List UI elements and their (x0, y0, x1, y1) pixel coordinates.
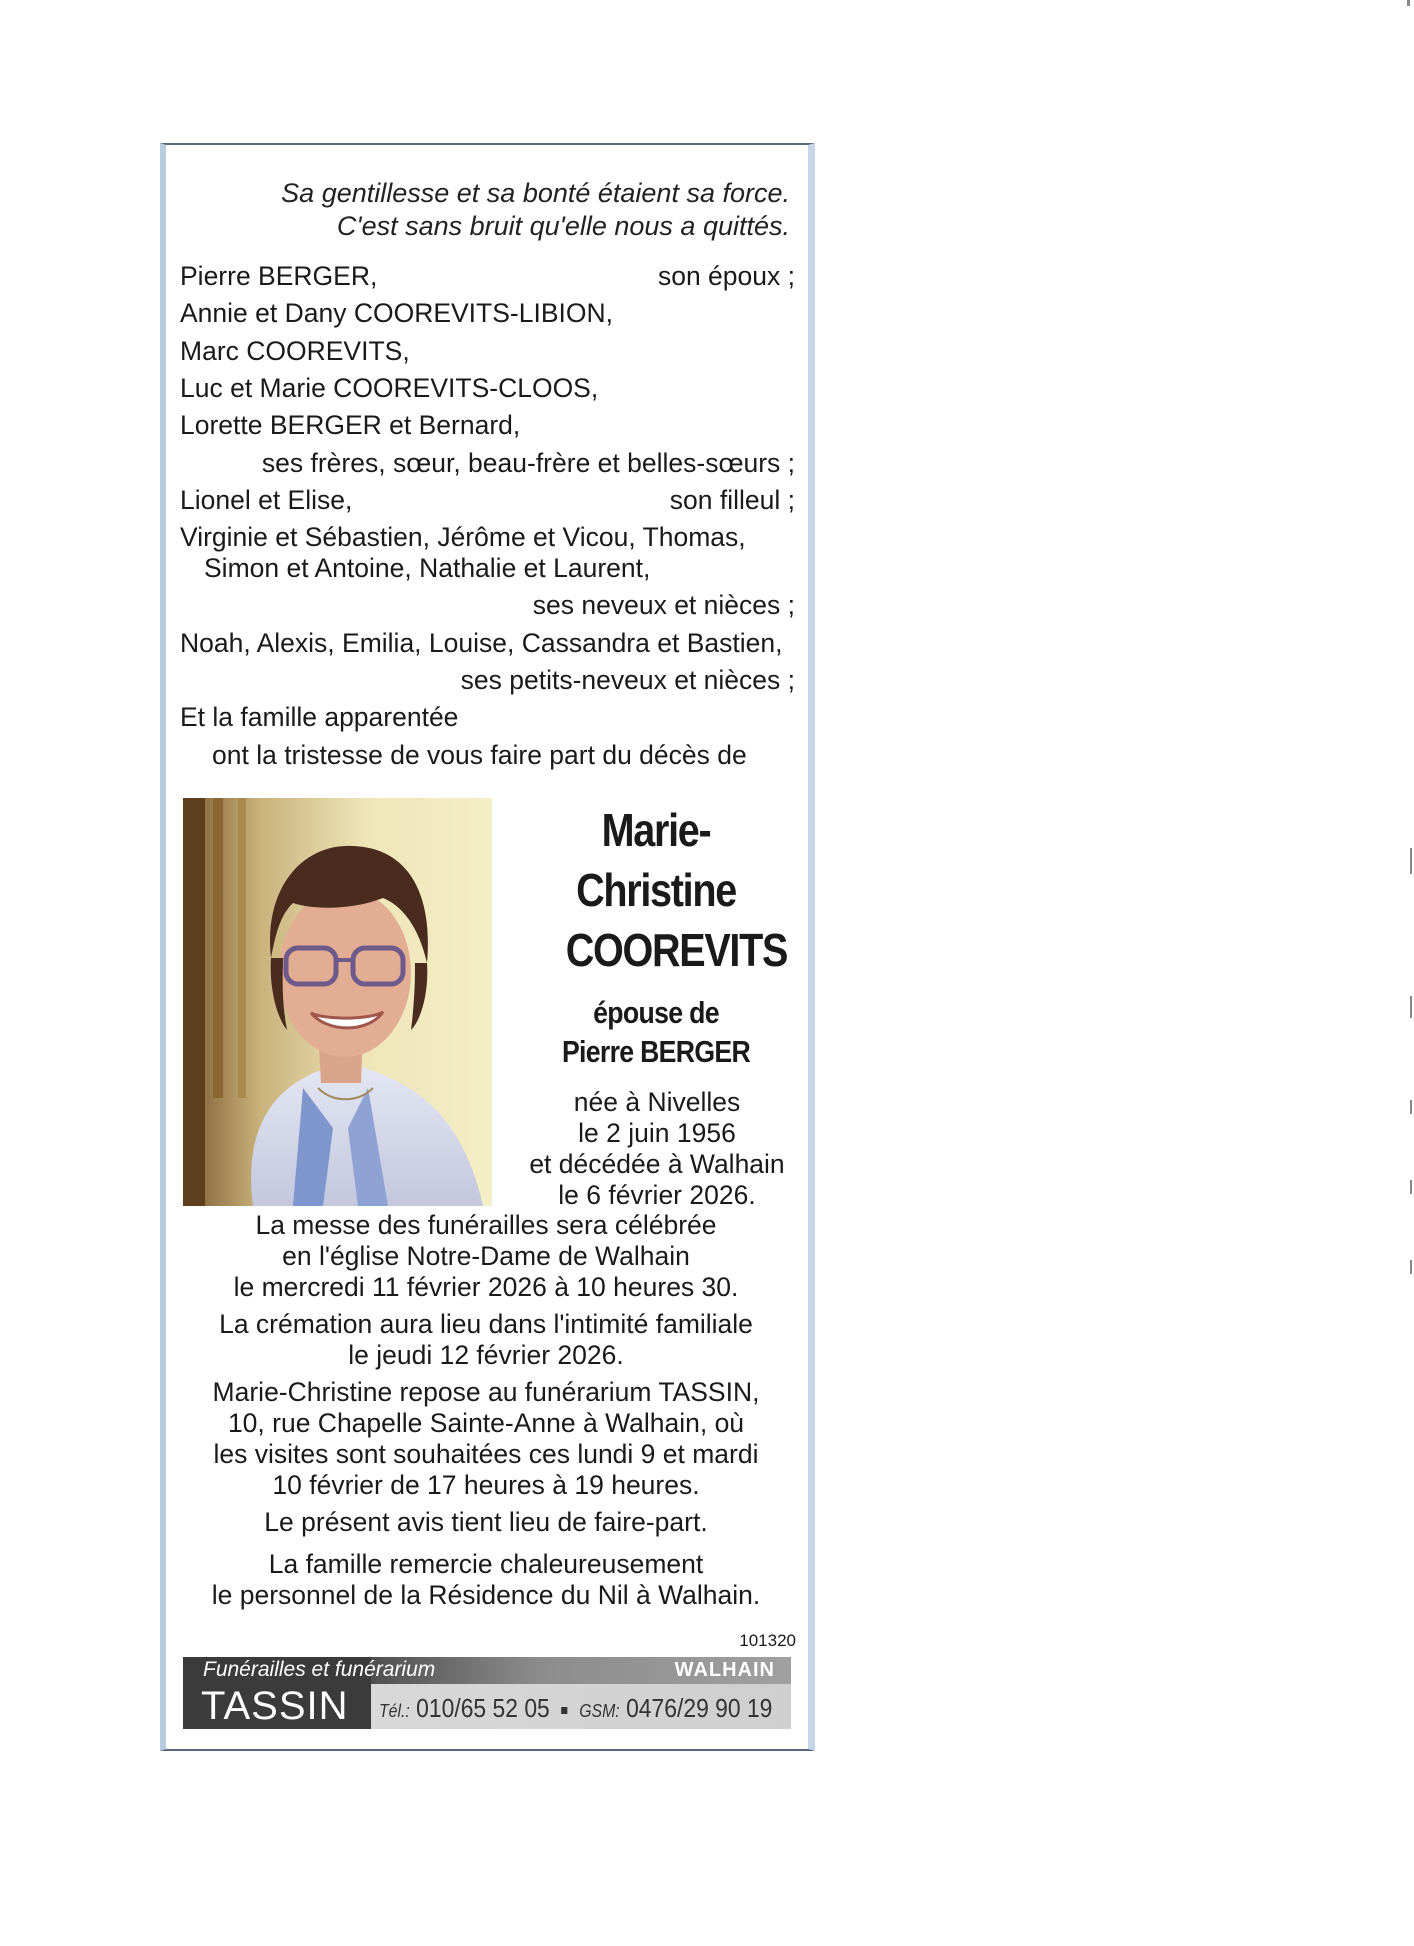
born-place: née à Nivelles (573, 1087, 741, 1117)
quote-line-2: C'est sans bruit qu'elle nous a quittés. (336, 211, 790, 241)
visitation-details (176, 1377, 796, 1501)
visitation-line: 10, rue Chapelle Sainte-Anne à Walhain, où (227, 1408, 745, 1438)
mass-line: en l'église Notre-Dame de Walhain (282, 1241, 690, 1271)
birth-death-dates (506, 1087, 808, 1211)
scan-mark (1410, 1260, 1412, 1274)
spouse-line-1: épouse de (593, 995, 719, 1030)
family-role-nephews: ses neveux et nièces ; (532, 590, 795, 620)
deceased-name (565, 800, 788, 980)
spouse-line-2: Pierre BERGER (561, 1034, 751, 1069)
gsm-number: 0476/29 90 19 (626, 1693, 773, 1723)
scan-mark (1410, 1100, 1412, 1114)
family-member-name: Lionel et Elise, (180, 485, 353, 515)
cremation-line: le jeudi 12 février 2026. (348, 1340, 624, 1370)
family-role: son époux ; (657, 261, 795, 291)
scan-mark (1407, 0, 1410, 6)
died-date: le 6 février 2026. (558, 1180, 756, 1210)
family-role-grand-nephews: ses petits-neveux et nièces ; (460, 665, 795, 695)
obituary-notice (160, 143, 815, 1751)
family-line-nephews-2: Simon et Antoine, Nathalie et Laurent, (204, 553, 651, 583)
mass-details (176, 1210, 796, 1303)
name-line-3: COOREVITS (565, 924, 788, 976)
thanks-message (176, 1549, 796, 1611)
family-role-siblings: ses frères, sœur, beau-frère et belles-sœurs ; (261, 448, 795, 478)
quote-line-1: Sa gentillesse et sa bonté étaient sa force. (281, 178, 790, 208)
separator-square-icon (561, 1707, 567, 1714)
reference-number: 101320 (739, 1631, 796, 1650)
family-line-lionel (180, 485, 795, 516)
family-member-name: Pierre BERGER, (180, 261, 378, 291)
funeral-home-subtitle: Funérailles et funérarium (203, 1658, 436, 1681)
funeral-home-name: TASSIN (201, 1684, 349, 1728)
family-line-grand-nephews: Noah, Alexis, Emilia, Louise, Cassandra et Bastien, (180, 628, 783, 658)
funeral-home-contacts (379, 1693, 772, 1724)
family-role: son filleul ; (669, 485, 795, 515)
funeral-home-banner (183, 1657, 791, 1729)
family-line-marc: Marc COOREVITS, (180, 336, 410, 366)
thanks-line: le personnel de la Résidence du Nil à Walhain. (211, 1580, 761, 1610)
family-line-nephews-1: Virginie et Sébastien, Jérôme et Vicou, Thomas, (180, 522, 746, 552)
tel-label: Tél.: (379, 1701, 410, 1721)
born-date: le 2 juin 1956 (578, 1118, 736, 1148)
portrait-photo (183, 798, 492, 1206)
cremation-details (176, 1309, 796, 1371)
tel-number: 010/65 52 05 (416, 1693, 550, 1723)
gsm-label: GSM: (579, 1701, 620, 1721)
spouse-info (544, 993, 768, 1071)
family-line-lorette: Lorette BERGER et Bernard, (180, 410, 521, 440)
funeral-home-city: WALHAIN (674, 1659, 775, 1681)
mass-line: le mercredi 11 février 2026 à 10 heures 30. (233, 1272, 739, 1302)
visitation-line: les visites sont souhaitées ces lundi 9 et mardi (213, 1439, 759, 1469)
family-line-annie: Annie et Dany COOREVITS-LIBION, (180, 298, 613, 328)
notice-statement: Le présent avis tient lieu de faire-part. (264, 1507, 708, 1537)
name-line-2: Christine (576, 864, 736, 916)
visitation-line: 10 février de 17 heures à 19 heures. (272, 1470, 700, 1500)
scan-mark (1410, 848, 1412, 874)
scan-mark (1410, 996, 1412, 1018)
mass-line: La messe des funérailles sera célébrée (255, 1210, 717, 1240)
family-line-luc: Luc et Marie COOREVITS-CLOOS, (180, 373, 599, 403)
name-line-1: Marie- (601, 804, 711, 856)
family-line-extended: Et la famille apparentée (180, 702, 459, 732)
visitation-line: Marie-Christine repose au funérarium TASSIN, (212, 1377, 760, 1407)
family-line-pierre (180, 261, 795, 292)
died-place: et décédée à Walhain (529, 1149, 785, 1179)
epitaph-quote (281, 177, 790, 243)
cremation-line: La crémation aura lieu dans l'intimité familiale (219, 1309, 753, 1339)
scan-mark (1410, 1180, 1412, 1194)
announcement-line: ont la tristesse de vous faire part du décès de (212, 740, 747, 770)
thanks-line: La famille remercie chaleureusement (268, 1549, 704, 1579)
